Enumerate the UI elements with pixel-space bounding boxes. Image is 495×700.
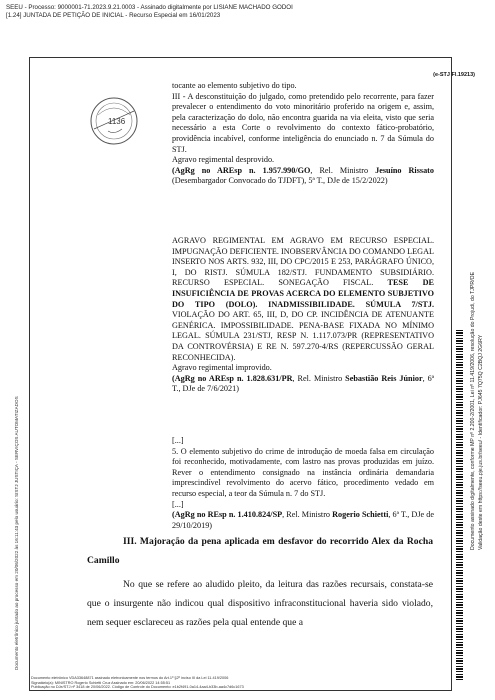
citation-tail: (Desembargador Convocado do TJDFT), 5ª T., DJe de 15/2/2022) (172, 176, 388, 186)
citation-rel: , Rel. Ministro (282, 510, 333, 520)
quote-2-result: Agravo regimental improvido. (172, 363, 272, 373)
quote-3-citation (172, 510, 434, 531)
quote-block-1 (172, 81, 434, 187)
citation-minister: Sebastião Reis Júnior (345, 373, 423, 383)
system-header (6, 4, 293, 20)
footer-line-1: Documento eletrônico VDA33648871 assinado eletronicamente nos termos do Art.1º §2º inciso III da Lei 11.419/2006 (31, 676, 229, 680)
left-margin-text: Documento eletrônico juntado ao processo em 20/06/2022 às 16:11:43 pelo usuário: SISTJ JUSTIÇA - SERVIÇOS AUTOMATIZADOS (14, 396, 19, 670)
court-seal-icon (88, 95, 140, 147)
signature-notice: Documento assinado digitalmente, conforme MP nº 2.200-2/2001, Lei nº 11.419/2006, resolução do Projudi, do TJPR/OE (470, 271, 476, 550)
footer-line-3: Publicação no DJe/STJ nº 3418 de 20/06/2022. Código de Controle do Documento: e1b2f491-0a14-4aa4-b33b-aa4c7d6c1673 (31, 685, 244, 690)
seal-number: 1136 (108, 117, 126, 126)
quote-3-item-5: 5. O elemento subjetivo do crime de introdução de moeda falsa em circulação foi reconhecido, motivadamente, com lastro nas provas produzidas em juízo. Rever o entendimento consignado na instância ordinária demandaria imprescindível revolvimento do acervo fático, procedimento vedado em recurso especial, a teor da Súmula n. 7 do STJ. (172, 446, 434, 498)
citation-minister: Jesuíno Rissato (375, 165, 434, 175)
quote-1-result: Agravo regimental desprovido. (172, 155, 275, 165)
barcode-icon (456, 330, 463, 680)
electronic-signature-footer (31, 676, 244, 690)
body-paragraph-text: No que se refere ao aludido pleito, da leitura das razões recursais, constata-se que o insurgente não indicou qual dispositivo infraconstitucional haveria sido violado, nem sequer esclareceu as razões pela qual entende que a (87, 579, 433, 628)
quote-1-item-3: III - A desconstituição do julgado, como pretendido pelo recorrente, para fazer prevalecer o entendimento do voto minoritário proferido na origem e, assim, pela caracterização do dolo, não encontra guarida na via eleita, visto que seria necessário a esta Corte o revolvimento do contexto fático-probatório, providência incabível, conforme inteligência do enunciado n. 7 da Súmula do STJ. (172, 91, 434, 154)
left-margin-stamp (14, 330, 24, 670)
citation-case: (AgRg no AREsp n. 1.957.990/GO (172, 165, 311, 175)
quote-1-citation (172, 166, 434, 187)
ementa-part-1: AGRAVO REGIMENTAL EM AGRAVO EM RECURSO ESPECIAL. IMPUGNAÇÃO DEFICIENTE. INOBSERVÂNCIA DO COMANDO LEGAL INSERTO NOS ARTS. 932, III, DO CPC/2015 E 253, PARÁGRAFO ÚNICO, I, DO RISTJ. SÚMULA 182/STJ. FUNDAMENTO SUBSIDIÁRIO. RECURSO ESPECIAL. SONEGAÇÃO FISCAL. (172, 236, 434, 288)
citation-tail: , 6ª T., DJe de 29/10/2019) (172, 510, 434, 530)
ementa-bold: TESE DE INSUFICIÊNCIA DE PROVAS ACERCA DO ELEMENTO SUBJETIVO DO TIPO (DOLO). INADMISSIBILIDADE. SÚMULA 7/STJ. (172, 278, 434, 309)
quote-1-line-1: tocante ao elemento subjetivo do tipo. (172, 81, 297, 90)
section-heading-text: III. Majoração da pena aplicada em desfavor do recorrido Alex da Rocha Camillo (87, 536, 433, 566)
footer-line-2: Signatário(a): MINISTRO Rogerio Schietti Cruz Assinado em: 20/06/2022 14:55:51 (31, 680, 171, 685)
citation-rel: , Rel. Ministro (310, 165, 376, 175)
citation-case: (AgRg no AREsp n. 1.828.631/PR (172, 373, 293, 383)
citation-rel: , Rel. Ministro (292, 373, 346, 383)
quote-block-3 (172, 436, 434, 531)
right-margin-stamp (464, 45, 492, 555)
ellipsis-1: [...] (172, 436, 184, 445)
quote-block-2 (172, 236, 434, 395)
header-line-2: [1.24] JUNTADA DE PETIÇÃO DE INICIAL - Recurso Especial em 16/01/2023 (6, 12, 221, 19)
quote-2-citation (172, 374, 434, 395)
quote-2-ementa (172, 236, 434, 363)
section-heading (87, 532, 433, 570)
citation-tail: , 6ª T., DJe de 7/6/2021) (172, 373, 434, 394)
ellipsis-2: [...] (172, 499, 184, 509)
page-reference: (e-STJ Fl.19213) (433, 72, 475, 78)
validation-notice: Validação deste em https://seeu.pje.jus.br/seeu/ - Identificador: PJ645 7Q75Q C2BQJ 2G6RY (478, 334, 484, 550)
header-line-1: SEEU - Processo: 9000001-71.2023.9.21.0003 - Assinado digitalmente por LISIANE MACHADO GODOI (6, 4, 293, 11)
body-paragraph (87, 575, 433, 632)
ementa-part-2: VIOLAÇÃO DO ART. 65, III, D, DO CP. INCIDÊNCIA DE ATENUANTE GENÉRICA. IMPOSSIBILIDADE. PENA-BASE FIXADA NO MÍNIMO LEGAL. SÚMULA 231/STJ, RESP N. 1.117.073/PR (REPRESENTATIVO DA CONTROVÉRSIA) E RE N. 597.270-4/RS (REPERCUSSÃO GERAL RECONHECIDA). (172, 310, 434, 362)
citation-minister: Rogerio Schietti (332, 510, 389, 520)
citation-case: (AgRg no REsp n. 1.410.824/SP (172, 510, 283, 520)
